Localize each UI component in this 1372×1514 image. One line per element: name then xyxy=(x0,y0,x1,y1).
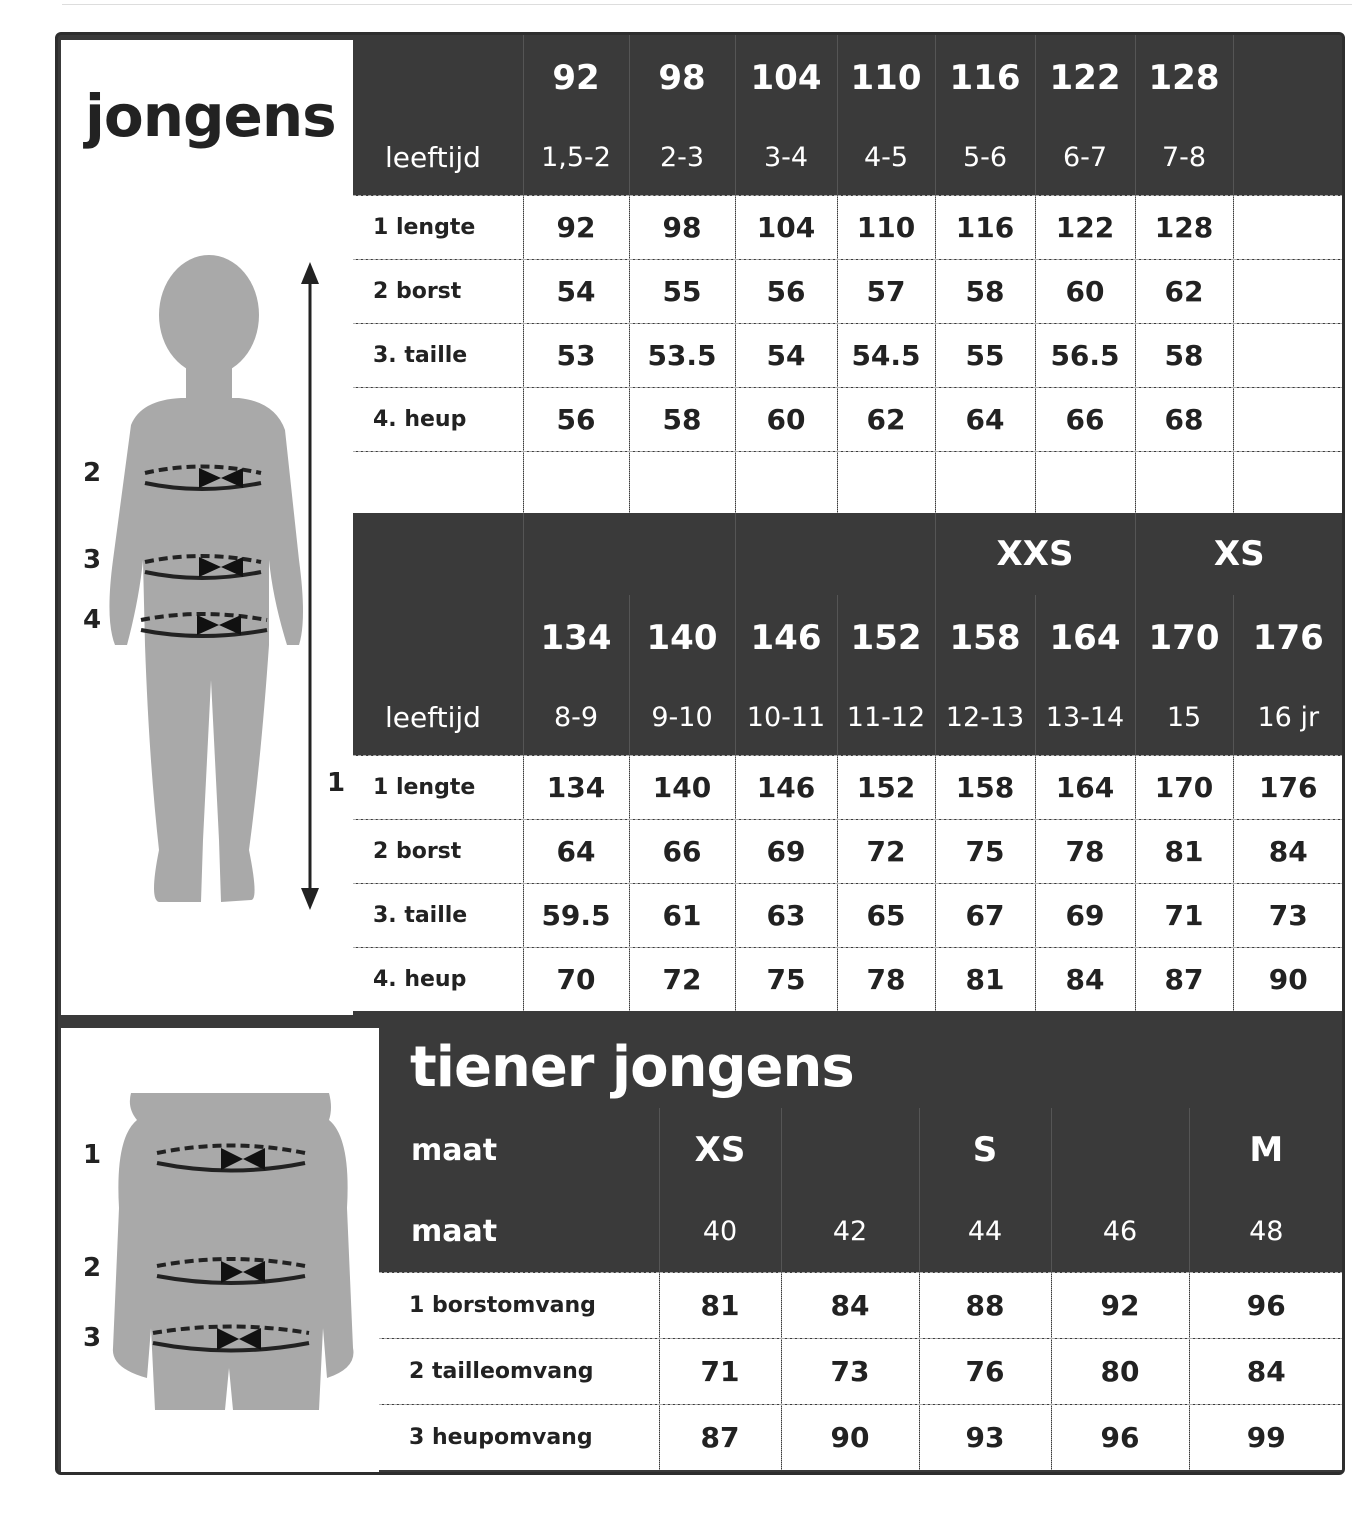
row-label: 1 lengte xyxy=(353,755,523,819)
value-cell: 71 xyxy=(1135,883,1233,947)
letter-size-cell: XS xyxy=(1135,513,1343,595)
corner-cell xyxy=(353,35,523,121)
chart-title: jongens xyxy=(85,82,336,150)
value-cell: 96 xyxy=(1189,1272,1343,1338)
table-row xyxy=(353,323,1343,387)
table-row xyxy=(353,387,1343,451)
table-row xyxy=(353,883,1343,947)
row-label: 2 borst xyxy=(353,819,523,883)
size-chart-frame xyxy=(55,32,1345,1475)
value-cell: 68 xyxy=(1135,387,1233,451)
value-cell: 60 xyxy=(735,387,837,451)
table-row xyxy=(353,819,1343,883)
size-cell: 146 xyxy=(735,595,837,681)
value-cell: 56 xyxy=(735,259,837,323)
value-cell: 72 xyxy=(837,819,935,883)
table-row xyxy=(353,195,1343,259)
age-cell: 6-7 xyxy=(1035,121,1135,195)
value-cell: 66 xyxy=(1035,387,1135,451)
value-cell: 176 xyxy=(1233,755,1343,819)
size-table-small xyxy=(353,35,1343,513)
tween-torso-icon xyxy=(61,1028,379,1472)
value-cell: 128 xyxy=(1135,195,1233,259)
value-cell: 104 xyxy=(735,195,837,259)
value-cell: 65 xyxy=(837,883,935,947)
size-cell: 110 xyxy=(837,35,935,121)
value-cell: 92 xyxy=(1051,1272,1189,1338)
table-row xyxy=(353,755,1343,819)
value-cell: 81 xyxy=(1135,819,1233,883)
size-cell: 158 xyxy=(935,595,1035,681)
value-cell: 61 xyxy=(629,883,735,947)
value-cell: 64 xyxy=(523,819,629,883)
value-cell: 70 xyxy=(523,947,629,1011)
value-cell: 73 xyxy=(781,1338,919,1404)
age-cell: 16 jr xyxy=(1233,681,1343,755)
child-silhouette-icon xyxy=(61,40,353,1015)
value-cell: 87 xyxy=(659,1404,781,1470)
size-row xyxy=(353,595,1343,681)
value-cell: 58 xyxy=(1135,323,1233,387)
value-cell: 73 xyxy=(1233,883,1343,947)
value-cell: 84 xyxy=(1189,1338,1343,1404)
row-label: 3 heupomvang xyxy=(379,1404,659,1470)
value-cell: 67 xyxy=(935,883,1035,947)
figure-label-2: 2 xyxy=(83,458,102,488)
num-size-cell: 44 xyxy=(919,1192,1051,1272)
size-cell: 122 xyxy=(1035,35,1135,121)
size-cell: 134 xyxy=(523,595,629,681)
size-label: maat xyxy=(379,1108,659,1192)
age-cell xyxy=(1233,121,1343,195)
letter-size-cell xyxy=(523,513,735,595)
letter-size-cell xyxy=(735,513,935,595)
value-cell: 170 xyxy=(1135,755,1233,819)
value-cell: 164 xyxy=(1035,755,1135,819)
age-label: leeftijd xyxy=(353,681,523,755)
value-cell: 92 xyxy=(523,195,629,259)
numeric-size-row xyxy=(379,1192,1343,1272)
age-cell: 11-12 xyxy=(837,681,935,755)
size-cell: 116 xyxy=(935,35,1035,121)
value-cell: 84 xyxy=(781,1272,919,1338)
value-cell: 81 xyxy=(659,1272,781,1338)
value-cell: 71 xyxy=(659,1338,781,1404)
value-cell xyxy=(1233,259,1343,323)
table-row xyxy=(353,947,1343,1011)
age-cell: 13-14 xyxy=(1035,681,1135,755)
value-cell: 84 xyxy=(1035,947,1135,1011)
row-label: 2 borst xyxy=(353,259,523,323)
value-cell: 90 xyxy=(1233,947,1343,1011)
value-cell: 134 xyxy=(523,755,629,819)
value-cell: 87 xyxy=(1135,947,1233,1011)
value-cell: 75 xyxy=(935,819,1035,883)
value-cell: 62 xyxy=(837,387,935,451)
value-cell: 90 xyxy=(781,1404,919,1470)
size-cell xyxy=(1233,35,1343,121)
letter-size-cell: XXS xyxy=(935,513,1135,595)
size-cell: 140 xyxy=(629,595,735,681)
value-cell: 98 xyxy=(629,195,735,259)
size-cell: 164 xyxy=(1035,595,1135,681)
value-cell: 75 xyxy=(735,947,837,1011)
value-cell: 56.5 xyxy=(1035,323,1135,387)
tween-figure-panel xyxy=(61,1028,379,1472)
age-label: leeftijd xyxy=(353,121,523,195)
tween-label-3: 3 xyxy=(83,1323,102,1353)
value-cell: 88 xyxy=(919,1272,1051,1338)
figure-label-3: 3 xyxy=(83,545,102,575)
value-cell xyxy=(1233,323,1343,387)
row-label: 4. heup xyxy=(353,947,523,1011)
corner-cell xyxy=(353,595,523,681)
value-cell: 63 xyxy=(735,883,837,947)
value-cell: 84 xyxy=(1233,819,1343,883)
age-cell: 10-11 xyxy=(735,681,837,755)
num-size-cell: 48 xyxy=(1189,1192,1343,1272)
size-cell: 176 xyxy=(1233,595,1343,681)
value-cell: 110 xyxy=(837,195,935,259)
value-cell: 56 xyxy=(523,387,629,451)
blank-row xyxy=(353,451,1343,513)
value-cell: 66 xyxy=(629,819,735,883)
value-cell: 76 xyxy=(919,1338,1051,1404)
value-cell: 69 xyxy=(1035,883,1135,947)
tween-title: tiener jongens xyxy=(410,1035,854,1100)
row-label: 3. taille xyxy=(353,323,523,387)
tween-label-1: 1 xyxy=(83,1140,102,1170)
age-cell: 2-3 xyxy=(629,121,735,195)
figure-label-4: 4 xyxy=(83,605,102,635)
letter-size-cell xyxy=(1051,1108,1189,1192)
num-size-cell: 46 xyxy=(1051,1192,1189,1272)
top-rule xyxy=(62,4,1352,5)
letter-size-cell: M xyxy=(1189,1108,1343,1192)
size-cell: 98 xyxy=(629,35,735,121)
value-cell: 80 xyxy=(1051,1338,1189,1404)
value-cell: 57 xyxy=(837,259,935,323)
value-cell: 146 xyxy=(735,755,837,819)
age-cell: 1,5-2 xyxy=(523,121,629,195)
size-cell: 152 xyxy=(837,595,935,681)
age-cell: 3-4 xyxy=(735,121,837,195)
row-label: 3. taille xyxy=(353,883,523,947)
value-cell: 93 xyxy=(919,1404,1051,1470)
value-cell: 116 xyxy=(935,195,1035,259)
age-cell: 8-9 xyxy=(523,681,629,755)
value-cell: 55 xyxy=(629,259,735,323)
size-table-large xyxy=(353,513,1343,1011)
table-row xyxy=(353,259,1343,323)
figure-label-1: 1 xyxy=(327,768,346,798)
size-cell: 170 xyxy=(1135,595,1233,681)
value-cell: 54.5 xyxy=(837,323,935,387)
value-cell: 78 xyxy=(837,947,935,1011)
value-cell: 55 xyxy=(935,323,1035,387)
value-cell: 60 xyxy=(1035,259,1135,323)
value-cell: 158 xyxy=(935,755,1035,819)
size-cell: 104 xyxy=(735,35,837,121)
age-cell: 4-5 xyxy=(837,121,935,195)
value-cell: 140 xyxy=(629,755,735,819)
age-row xyxy=(353,121,1343,195)
age-cell: 5-6 xyxy=(935,121,1035,195)
table-row xyxy=(379,1338,1343,1404)
size-cell: 128 xyxy=(1135,35,1233,121)
size-row xyxy=(353,35,1343,121)
value-cell: 99 xyxy=(1189,1404,1343,1470)
age-cell: 15 xyxy=(1135,681,1233,755)
value-cell: 59.5 xyxy=(523,883,629,947)
row-label: 1 borstomvang xyxy=(379,1272,659,1338)
value-cell: 53 xyxy=(523,323,629,387)
num-size-cell: 42 xyxy=(781,1192,919,1272)
num-size-cell: 40 xyxy=(659,1192,781,1272)
child-figure-panel xyxy=(61,40,353,1015)
value-cell: 54 xyxy=(523,259,629,323)
value-cell: 78 xyxy=(1035,819,1135,883)
value-cell: 81 xyxy=(935,947,1035,1011)
letter-size-row xyxy=(379,1108,1343,1192)
value-cell: 58 xyxy=(629,387,735,451)
size-cell: 92 xyxy=(523,35,629,121)
age-cell: 12-13 xyxy=(935,681,1035,755)
letter-size-row xyxy=(353,513,1343,595)
size-label: maat xyxy=(379,1192,659,1272)
value-cell xyxy=(1233,387,1343,451)
tween-size-table xyxy=(379,1108,1343,1470)
value-cell: 122 xyxy=(1035,195,1135,259)
letter-size-cell xyxy=(781,1108,919,1192)
value-cell: 96 xyxy=(1051,1404,1189,1470)
value-cell: 53.5 xyxy=(629,323,735,387)
age-cell: 9-10 xyxy=(629,681,735,755)
value-cell xyxy=(1233,195,1343,259)
age-row xyxy=(353,681,1343,755)
value-cell: 54 xyxy=(735,323,837,387)
value-cell: 64 xyxy=(935,387,1035,451)
row-label: 4. heup xyxy=(353,387,523,451)
age-cell: 7-8 xyxy=(1135,121,1233,195)
value-cell: 152 xyxy=(837,755,935,819)
value-cell: 72 xyxy=(629,947,735,1011)
letter-size-cell: S xyxy=(919,1108,1051,1192)
tween-label-2: 2 xyxy=(83,1253,102,1283)
row-label: 2 tailleomvang xyxy=(379,1338,659,1404)
value-cell: 69 xyxy=(735,819,837,883)
value-cell: 62 xyxy=(1135,259,1233,323)
row-label: 1 lengte xyxy=(353,195,523,259)
table-row xyxy=(379,1404,1343,1470)
table-row xyxy=(379,1272,1343,1338)
value-cell: 58 xyxy=(935,259,1035,323)
corner-cell xyxy=(353,513,523,595)
letter-size-cell: XS xyxy=(659,1108,781,1192)
